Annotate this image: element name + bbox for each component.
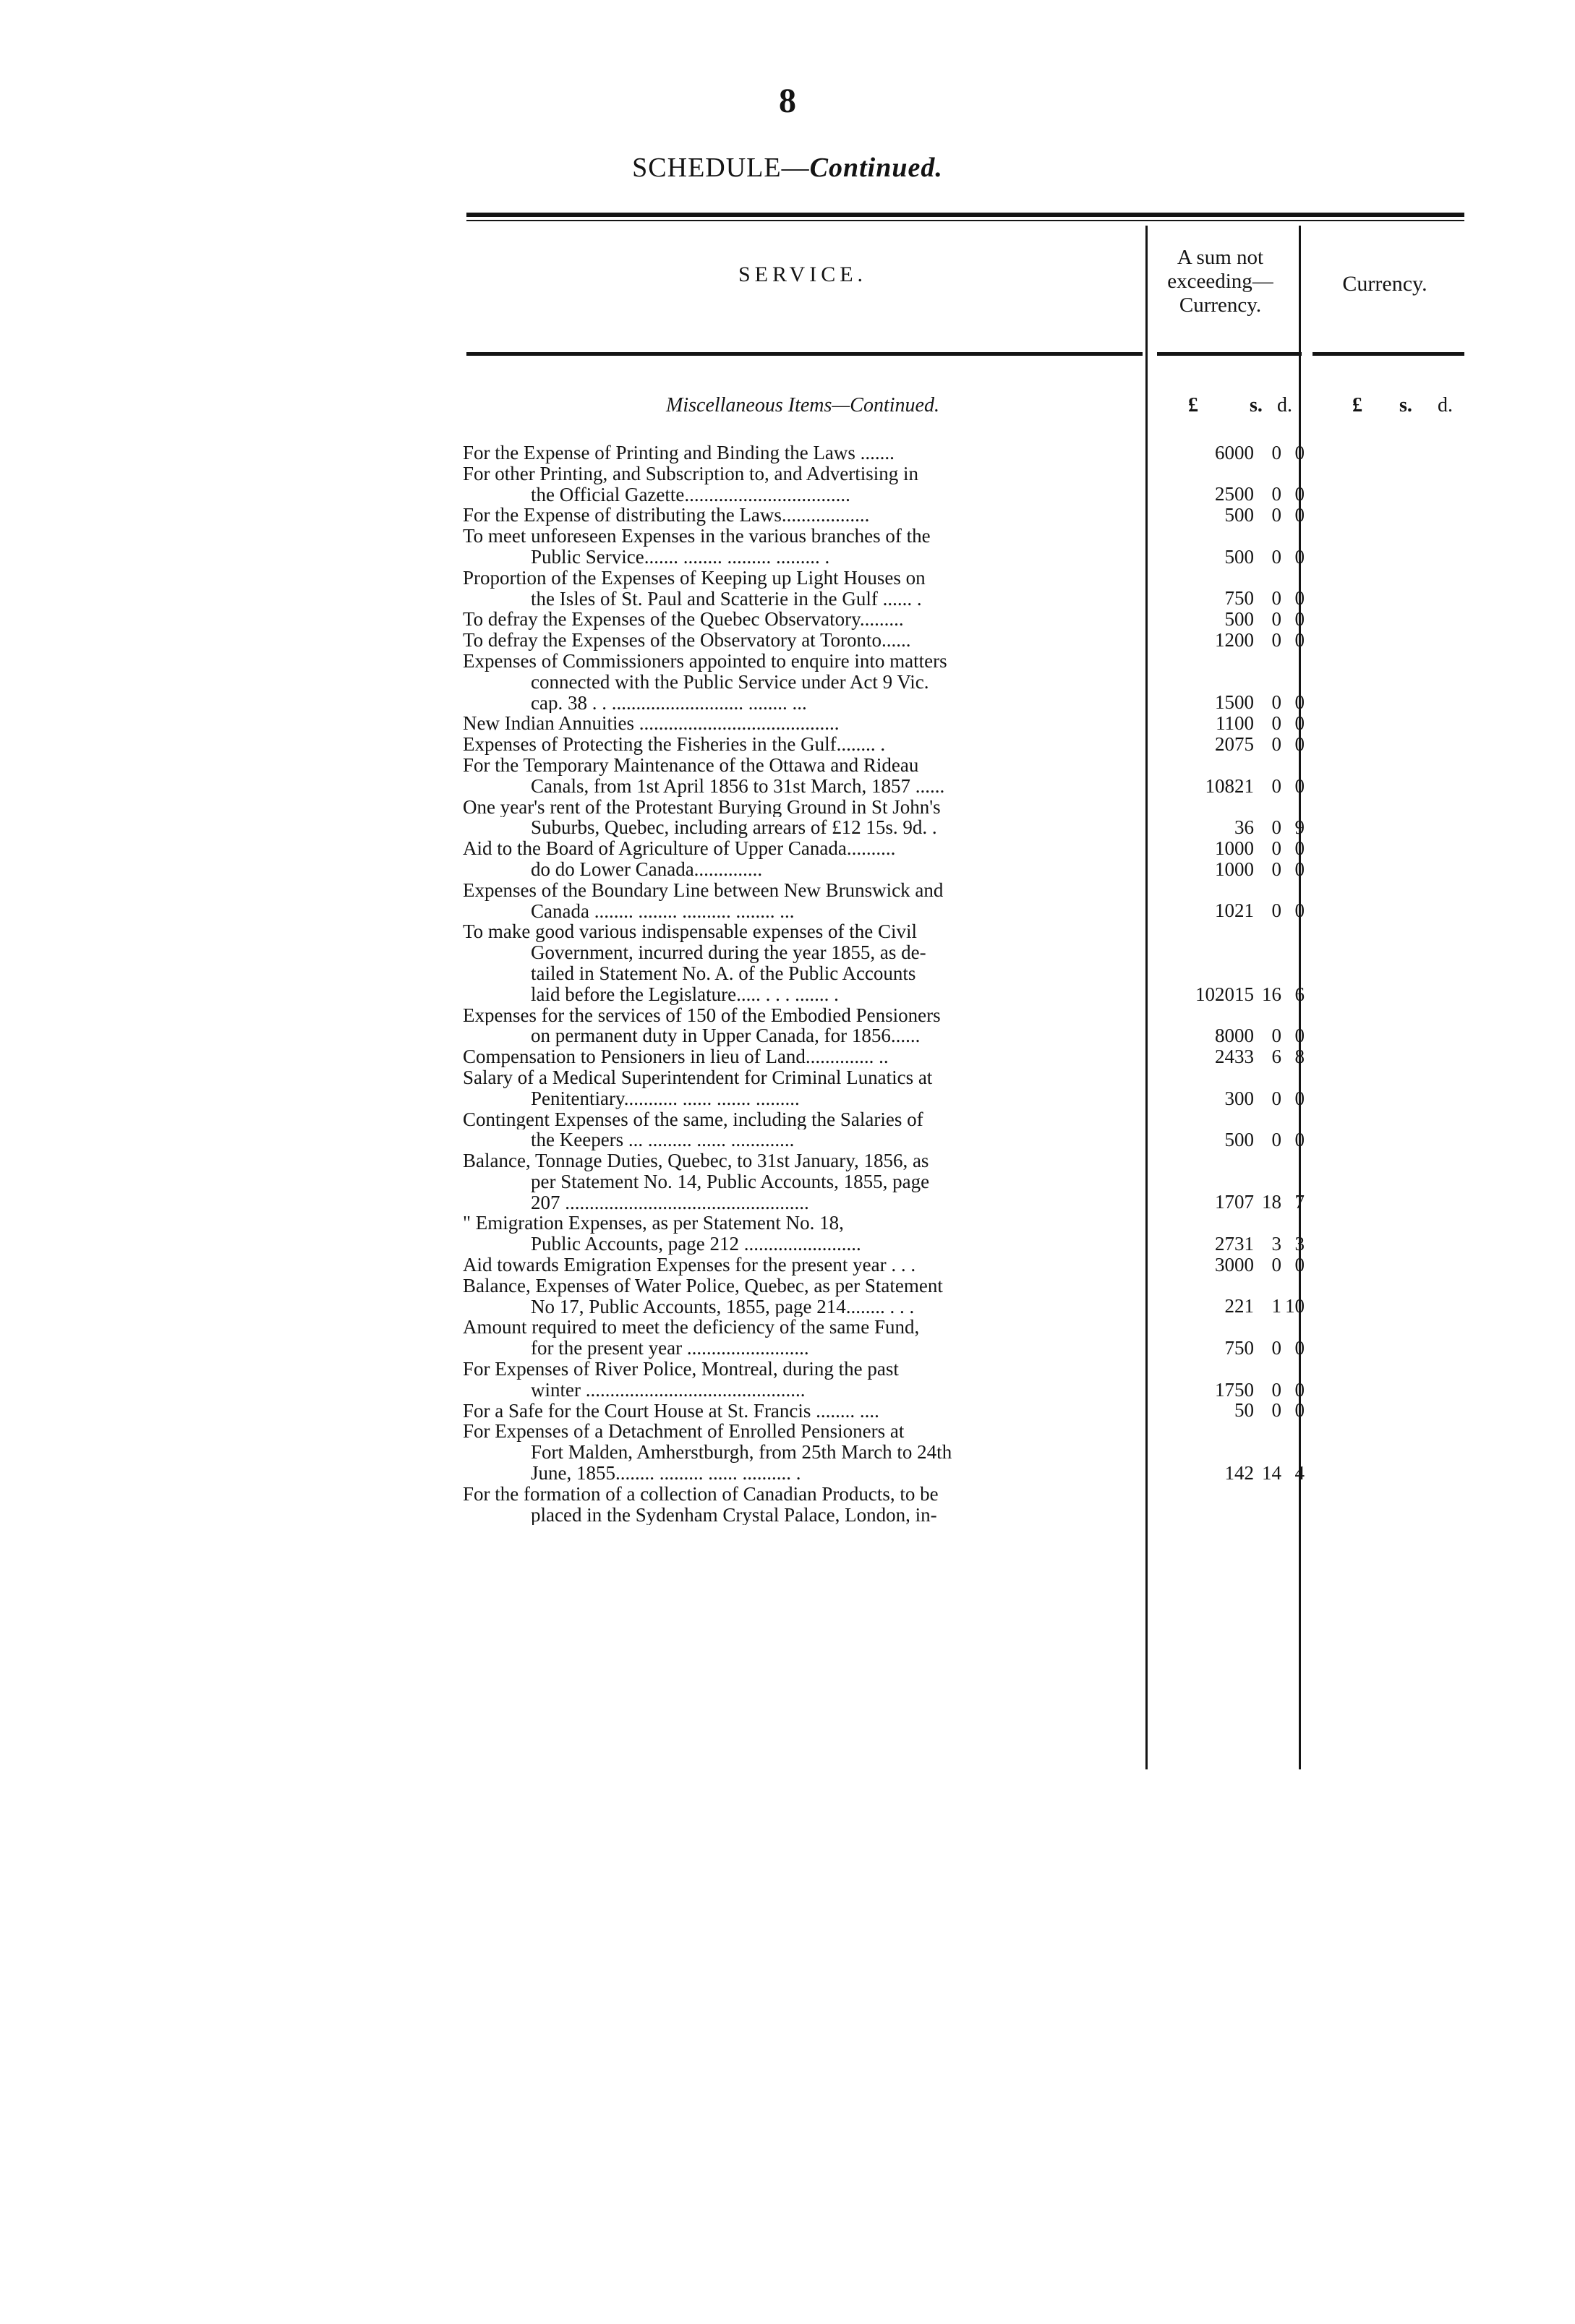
amount-pounds: 500 [1224, 608, 1254, 631]
column-header-sum-line: Currency. [1179, 294, 1262, 317]
schedule-title-main: SCHEDULE— [632, 153, 810, 183]
amount-shillings: 0 [1271, 441, 1281, 463]
currency-unit-shillings: s. [1399, 394, 1412, 416]
amount-pence: 0 [1294, 1129, 1305, 1151]
amount-pence: 0 [1294, 1087, 1305, 1109]
row-amount [1164, 859, 1309, 880]
row-description-line: One year's rent of the Protestant Burying Ground in St John's [463, 796, 941, 818]
page-number: 8 [779, 82, 796, 120]
amount-pounds: 221 [1224, 1295, 1254, 1317]
amount-pounds: 500 [1224, 1129, 1254, 1151]
row-description-line: the Official Gazette.................................. [531, 484, 850, 505]
schedule-row [463, 568, 1309, 610]
amount-pounds: 2500 [1215, 483, 1254, 505]
row-amount [1164, 1338, 1309, 1359]
schedule-row [463, 838, 1309, 859]
row-amount [1164, 547, 1309, 568]
amount-shillings: 0 [1271, 900, 1281, 922]
row-description-line: Suburbs, Quebec, including arrears of £12 15s. 9d. . [531, 817, 937, 839]
row-amount [1164, 443, 1309, 463]
schedule-row [463, 443, 1309, 463]
row-description [463, 880, 1139, 922]
row-amount [1164, 1504, 1309, 1525]
schedule-row [463, 1401, 1309, 1422]
amount-pence: 6 [1294, 983, 1305, 1005]
section-label: Miscellaneous Items—Continued. [666, 394, 939, 416]
top-rule-thick [466, 213, 1464, 217]
row-description [463, 1067, 1139, 1109]
row-amount [1164, 588, 1309, 609]
row-amount [1164, 609, 1309, 630]
row-description-line: Public Service....... ........ ......... ......... . [531, 546, 830, 568]
amount-pounds: 1200 [1215, 628, 1254, 651]
schedule-row [463, 1046, 1309, 1067]
row-description [463, 921, 1139, 1004]
row-amount [1164, 900, 1309, 921]
row-description [463, 505, 1139, 526]
schedule-row [463, 1150, 1309, 1213]
amount-pounds: 3000 [1215, 1253, 1254, 1276]
schedule-row [463, 609, 1309, 630]
row-description-line: Penitentiary........... ...... ....... ......... [531, 1088, 800, 1109]
header-rule [466, 352, 1143, 356]
row-description-line: For the Expense of Printing and Binding the Laws ....... [463, 443, 895, 463]
amount-pounds: 2731 [1215, 1233, 1254, 1255]
amount-shillings: 0 [1271, 712, 1281, 735]
row-description [463, 463, 1139, 505]
amount-pence: 0 [1294, 732, 1305, 755]
row-amount [1164, 1380, 1309, 1401]
amount-pence: 7 [1294, 1191, 1305, 1213]
amount-shillings: 14 [1262, 1461, 1281, 1484]
amount-pounds: 1000 [1215, 837, 1254, 859]
row-description-line: Salary of a Medical Superintendent for Criminal Lunatics at [463, 1067, 933, 1088]
row-description [463, 1213, 1139, 1255]
amount-pounds: 10821 [1205, 774, 1254, 797]
row-description-line: the Keepers ... ......... ...... ............. [531, 1129, 795, 1151]
row-amount [1164, 1463, 1309, 1484]
amount-pounds: 1100 [1216, 712, 1254, 735]
column-header-sum [1146, 246, 1294, 317]
row-description-line: For Expenses of River Police, Montreal, during the past [463, 1359, 899, 1380]
amount-pounds: 2433 [1215, 1045, 1254, 1067]
row-description-line: For other Printing, and Subscription to, and Advertising in [463, 463, 918, 484]
row-description-line: Canada ........ ........ .......... ........ ... [531, 900, 795, 922]
row-description-line: To defray the Expenses of the Quebec Observatory......... [463, 609, 904, 631]
column-header-sum-line: A sum not [1177, 246, 1264, 269]
schedule-row [463, 651, 1309, 713]
currency-unit-pounds: £ [1352, 394, 1362, 416]
row-description [463, 838, 1139, 859]
amount-shillings: 16 [1262, 983, 1281, 1005]
amount-pence: 0 [1294, 712, 1305, 735]
amount-pence: 10 [1285, 1295, 1305, 1317]
column-header-sum-line: exceeding— [1167, 270, 1273, 293]
row-description-line: For the Temporary Maintenance of the Ottawa and Rideau [463, 754, 919, 776]
amount-shillings: 0 [1271, 1378, 1281, 1401]
row-description [463, 651, 1139, 713]
row-description-line: laid before the Legislature..... . . . ....... . [531, 983, 839, 1005]
row-description-line: for the present year ......................... [531, 1338, 809, 1359]
amount-pounds: 142 [1224, 1461, 1254, 1484]
row-description-line: Expenses of Commissioners appointed to enquire into matters [463, 650, 947, 672]
amount-pence: 0 [1294, 1378, 1305, 1401]
row-amount [1164, 1088, 1309, 1109]
row-description-line: For a Safe for the Court House at St. Francis ........ .... [463, 1400, 879, 1422]
row-description-line: Aid to the Board of Agriculture of Upper Canada.......... [463, 838, 896, 859]
row-amount [1164, 1046, 1309, 1067]
row-description [463, 1276, 1139, 1317]
currency-unit-pence: d. [1438, 394, 1453, 416]
amount-shillings: 1 [1271, 1295, 1281, 1317]
schedule-row [463, 713, 1309, 734]
row-description [463, 1421, 1139, 1483]
schedule-row [463, 797, 1309, 839]
row-description-line: do do Lower Canada.............. [531, 858, 763, 880]
schedule-row [463, 1276, 1309, 1317]
amount-shillings: 0 [1271, 608, 1281, 631]
unit-shillings: s. [1250, 394, 1263, 416]
row-description-line: To defray the Expenses of the Observatory at Toronto...... [463, 630, 911, 651]
row-description [463, 1046, 1139, 1067]
row-description-line: 207 .................................................. [531, 1192, 809, 1213]
amount-shillings: 0 [1271, 1129, 1281, 1151]
schedule-title [0, 152, 1575, 184]
row-description [463, 1484, 1139, 1526]
schedule-row [463, 1484, 1309, 1526]
amount-pounds: 750 [1224, 1337, 1254, 1359]
amount-pence: 0 [1294, 1337, 1305, 1359]
row-amount [1164, 984, 1309, 1005]
amount-shillings: 0 [1271, 691, 1281, 714]
row-description [463, 1317, 1139, 1359]
row-description-line: per Statement No. 14, Public Accounts, 1855, page [531, 1171, 930, 1192]
amount-pounds: 1707 [1215, 1191, 1254, 1213]
row-amount [1164, 1296, 1309, 1317]
row-description-line: " Emigration Expenses, as per Statement No. 18, [463, 1213, 844, 1234]
amount-shillings: 0 [1271, 1025, 1281, 1047]
top-rule-thin [466, 220, 1464, 221]
row-description-line: For Expenses of a Detachment of Enrolled Pensioners at [463, 1421, 905, 1443]
row-description [463, 526, 1139, 568]
amount-shillings: 0 [1271, 1337, 1281, 1359]
row-amount [1164, 1129, 1309, 1150]
row-amount [1164, 630, 1309, 651]
row-description [463, 630, 1139, 651]
row-description [463, 1359, 1139, 1401]
amount-pence: 8 [1294, 1045, 1305, 1067]
row-amount [1164, 692, 1309, 713]
row-description-line: winter ............................................. [531, 1379, 806, 1401]
row-description-line: For the formation of a collection of Canadian Products, to be [463, 1483, 939, 1505]
row-description [463, 859, 1139, 880]
column-header-currency: Currency. [1342, 272, 1427, 296]
amount-pence: 9 [1294, 816, 1305, 839]
amount-pounds: 8000 [1215, 1025, 1254, 1047]
row-description-line: placed in the Sydenham Crystal Palace, London, in- [531, 1504, 937, 1526]
schedule-row [463, 1109, 1309, 1151]
row-description [463, 568, 1139, 610]
amount-pounds: 1500 [1215, 691, 1254, 714]
amount-shillings: 3 [1271, 1233, 1281, 1255]
schedule-row [463, 526, 1309, 568]
row-description-line: Contingent Expenses of the same, including the Salaries of [463, 1108, 923, 1130]
row-description [463, 1401, 1139, 1422]
amount-pence: 0 [1294, 628, 1305, 651]
row-description-line: Expenses of the Boundary Line between New Brunswick and [463, 879, 944, 901]
amount-pounds: 36 [1234, 816, 1254, 839]
row-amount [1164, 1025, 1309, 1046]
row-description-line: To meet unforeseen Expenses in the various branches of the [463, 526, 931, 547]
amount-shillings: 0 [1271, 483, 1281, 505]
row-description-line: For the Expense of distributing the Laws.................. [463, 505, 870, 526]
unit-pence: d. [1277, 394, 1292, 416]
row-amount [1164, 1400, 1309, 1421]
schedule-row [463, 1067, 1309, 1109]
schedule-row [463, 1421, 1309, 1483]
row-description [463, 443, 1139, 463]
amount-shillings: 0 [1271, 504, 1281, 526]
amount-pounds: 500 [1224, 504, 1254, 526]
row-description [463, 755, 1139, 797]
row-amount [1164, 1192, 1309, 1213]
row-description-line: Fort Malden, Amherstburgh, from 25th March to 24th [531, 1442, 952, 1464]
row-description [463, 1255, 1139, 1276]
amount-shillings: 0 [1271, 816, 1281, 839]
row-amount [1164, 484, 1309, 505]
column-header-service: SERVICE. [738, 262, 868, 286]
amount-pence: 0 [1294, 545, 1305, 568]
amount-pence: 0 [1294, 858, 1305, 880]
header-rule-sum [1157, 352, 1302, 356]
schedule-row [463, 921, 1309, 1004]
amount-shillings: 6 [1271, 1045, 1281, 1067]
row-description-line: Balance, Expenses of Water Police, Quebec, as per Statement [463, 1275, 943, 1296]
schedule-row [463, 1317, 1309, 1359]
row-amount [1164, 838, 1309, 859]
schedule-row [463, 755, 1309, 797]
row-amount [1164, 776, 1309, 797]
amount-shillings: 0 [1271, 628, 1281, 651]
amount-pounds: 1000 [1215, 858, 1254, 880]
row-description-line: the Isles of St. Paul and Scatterie in the Gulf ...... . [531, 588, 922, 610]
row-description [463, 1150, 1139, 1213]
row-description [463, 713, 1139, 734]
row-description-line: tailed in Statement No. A. of the Public Accounts [531, 962, 916, 984]
amount-pounds: 102015 [1195, 983, 1254, 1005]
amount-shillings: 0 [1271, 1087, 1281, 1109]
amount-shillings: 0 [1271, 774, 1281, 797]
header-rule-currency [1312, 352, 1464, 356]
amount-pence: 0 [1294, 483, 1305, 505]
amount-shillings: 0 [1271, 1399, 1281, 1422]
amount-pounds: 50 [1234, 1399, 1254, 1422]
row-description-line: Balance, Tonnage Duties, Quebec, to 31st January, 1856, as [463, 1150, 929, 1171]
row-description-line: Compensation to Pensioners in lieu of Land.............. .. [463, 1046, 889, 1067]
row-description-line: New Indian Annuities ......................................... [463, 713, 840, 735]
schedule-row [463, 505, 1309, 526]
schedule-row [463, 1005, 1309, 1047]
amount-pounds: 6000 [1215, 441, 1254, 463]
row-description-line: cap. 38 . . ........................... ........ ... [531, 692, 807, 714]
row-description-line: Canals, from 1st April 1856 to 31st March, 1857 ...... [531, 775, 945, 797]
amount-pounds: 1021 [1215, 900, 1254, 922]
amount-pence: 0 [1294, 837, 1305, 859]
row-description-line: Government, incurred during the year 1855, as de- [531, 942, 926, 963]
amount-pence: 0 [1294, 1025, 1305, 1047]
schedule-row [463, 1359, 1309, 1401]
schedule-rows [463, 443, 1309, 1525]
amount-pence: 0 [1294, 774, 1305, 797]
amount-pence: 0 [1294, 691, 1305, 714]
row-amount [1164, 1255, 1309, 1276]
row-description-line: Proportion of the Expenses of Keeping up Light Houses on [463, 567, 926, 589]
row-amount [1164, 713, 1309, 734]
row-description-line: Amount required to meet the deficiency of the same Fund, [463, 1317, 920, 1338]
amount-pence: 0 [1294, 587, 1305, 610]
amount-pence: 0 [1294, 608, 1305, 631]
row-description-line: Aid towards Emigration Expenses for the present year . . . [463, 1255, 916, 1276]
row-amount [1164, 505, 1309, 526]
schedule-row [463, 630, 1309, 651]
unit-pounds: £ [1188, 394, 1198, 416]
row-description-line: Public Accounts, page 212 ........................ [531, 1234, 861, 1255]
row-description-line: Expenses for the services of 150 of the Embodied Pensioners [463, 1004, 941, 1026]
schedule-row [463, 734, 1309, 755]
amount-shillings: 0 [1271, 858, 1281, 880]
amount-pence: 0 [1294, 1253, 1305, 1276]
row-amount [1164, 817, 1309, 838]
amount-shillings: 0 [1271, 837, 1281, 859]
amount-shillings: 18 [1262, 1191, 1281, 1213]
row-description [463, 609, 1139, 630]
amount-pounds: 2075 [1215, 732, 1254, 755]
amount-shillings: 0 [1271, 1253, 1281, 1276]
amount-pence: 3 [1294, 1233, 1305, 1255]
amount-shillings: 0 [1271, 545, 1281, 568]
row-description-line: Expenses of Protecting the Fisheries in the Gulf........ . [463, 734, 886, 755]
amount-pounds: 300 [1224, 1087, 1254, 1109]
amount-pence: 0 [1294, 900, 1305, 922]
schedule-row [463, 859, 1309, 880]
amount-pence: 0 [1294, 441, 1305, 463]
schedule-row [463, 1213, 1309, 1255]
schedule-row [463, 1255, 1309, 1276]
row-amount [1164, 734, 1309, 755]
amount-pounds: 1750 [1215, 1378, 1254, 1401]
row-description [463, 1109, 1139, 1151]
row-description [463, 734, 1139, 755]
amount-pence: 0 [1294, 504, 1305, 526]
schedule-title-continued: Continued. [809, 153, 943, 183]
amount-pence: 4 [1294, 1461, 1305, 1484]
amount-pounds: 500 [1224, 545, 1254, 568]
row-description-line: June, 1855........ ......... ...... .......... . [531, 1463, 801, 1484]
row-description-line: No 17, Public Accounts, 1855, page 214........ . . . [531, 1296, 915, 1317]
schedule-row [463, 463, 1309, 505]
amount-pounds: 750 [1224, 587, 1254, 610]
amount-shillings: 0 [1271, 587, 1281, 610]
row-description [463, 797, 1139, 839]
row-description-line: on permanent duty in Upper Canada, for 1856...... [531, 1025, 921, 1047]
row-description [463, 1005, 1139, 1047]
row-amount [1164, 1234, 1309, 1255]
amount-pence: 0 [1294, 1399, 1305, 1422]
row-description-line: connected with the Public Service under Act 9 Vic. [531, 671, 929, 693]
schedule-row [463, 880, 1309, 922]
row-description-line: To make good various indispensable expenses of the Civil [463, 921, 917, 943]
amount-shillings: 0 [1271, 732, 1281, 755]
